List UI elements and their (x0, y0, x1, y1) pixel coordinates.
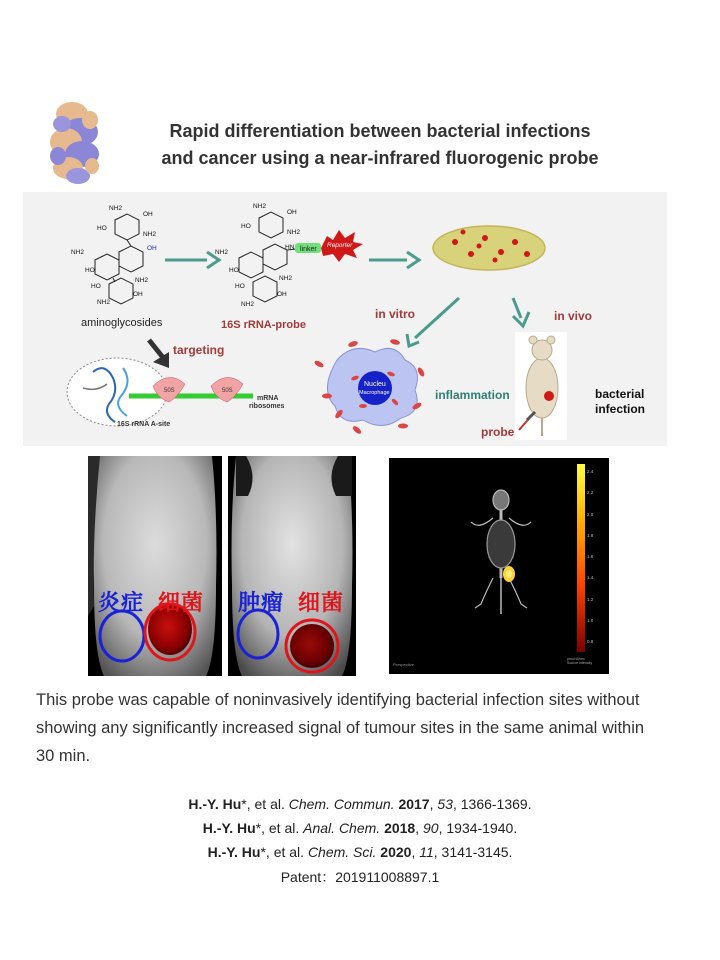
bacterium (433, 226, 545, 270)
color-scale-tick: 0.8 (587, 639, 594, 644)
macrophage-label: Macrophage (359, 390, 390, 396)
atom-label: OH (147, 245, 157, 252)
atom-label: HO (229, 267, 239, 274)
reference-pages: , 3141-3145. (433, 844, 513, 860)
atom-label: NH2 (143, 231, 157, 238)
atom-label: NH2 (287, 229, 301, 236)
reference-volume: 53 (437, 796, 453, 812)
teal-arrow (165, 252, 219, 268)
atom-label: HO (97, 225, 107, 232)
reference-etal: *, et al. (255, 820, 304, 836)
summary-paragraph: This probe was capable of noninvasively identifying bacterial infection sites without showing any significantly increased signal of tumour sites in the same animal within 30 min. (36, 691, 645, 765)
probe-name-label: 16S rRNA-probe (221, 319, 306, 331)
reference-etal: *, et al. (260, 844, 308, 860)
in-vivo-label: in vivo (554, 309, 593, 323)
atom-label: NH2 (97, 299, 111, 306)
reference-etal: *, et al. (241, 796, 289, 812)
linker-label: linker (300, 246, 317, 253)
atom-label: NH2 (135, 277, 149, 284)
targeting-arrow (149, 340, 169, 368)
atom-label: NH2 (109, 205, 123, 212)
reference-line: H.-Y. Hu*, et al. Chem. Commun. 2017, 53, 1366-1369. (188, 796, 532, 812)
tumor-cn-label: 肿瘤 (238, 591, 285, 616)
color-scale-tick: 2.2 (587, 490, 594, 496)
targeting-label: targeting (173, 343, 225, 357)
color-scale-tick: 1.4 (587, 575, 594, 581)
atom-label: NH2 (279, 275, 293, 282)
scheme-panel (23, 192, 667, 446)
probe-label: probe (481, 425, 515, 439)
a-site-label: 16S rRNA A-site (117, 421, 171, 428)
color-scale-tick: 1.2 (587, 596, 594, 602)
reference-pages: , 1934-1940. (438, 820, 518, 836)
ct-3d-fluorescence-image (389, 458, 609, 674)
references (100, 792, 620, 864)
inflammation-label: inflammation (435, 388, 510, 402)
reference-line: H.-Y. Hu*, et al. Anal. Chem. 2018, 90, 1934-1940. (202, 820, 518, 836)
reference-line: H.-Y. Hu*, et al. Chem. Sci. 2020, 11, 3141-3145. (207, 844, 513, 860)
inflammation-cn-label: 炎症 (98, 591, 145, 616)
reference-year: 2020 (380, 844, 412, 860)
atom-label: OH (133, 291, 143, 298)
atom-label: HN (285, 244, 295, 251)
reference-year: 2018 (384, 820, 416, 836)
bacteria-cn-label-2: 细菌 (298, 591, 345, 616)
infection-label: infection (595, 402, 645, 416)
atom-label: NH2 (241, 301, 255, 308)
reference-year: 2017 (398, 796, 430, 812)
ribosomes-label: ribosomes (249, 403, 285, 410)
atom-label: OH (143, 211, 153, 218)
reference-journal: Anal. Chem. (303, 820, 381, 836)
title-line-2: and cancer using a near-infrared fluorogenic probe (161, 148, 599, 168)
color-scale-bar (577, 464, 585, 652)
mrna-label: mRNA (257, 395, 279, 402)
reference-author: H.-Y. Hu (207, 844, 261, 860)
mouse-fluorescence-image-1 (88, 456, 222, 676)
teal-arrow (369, 252, 419, 268)
color-scale-tick: 1.0 (587, 617, 594, 623)
ribosome-50s-label: 50S (222, 388, 233, 394)
skeleton (471, 490, 531, 614)
color-scale-tick: 2.0 (587, 511, 594, 517)
mouse-diagram (515, 332, 567, 440)
reporter-label: Reporter (327, 242, 353, 249)
teal-arrow (513, 298, 529, 326)
colorbar-caption: pmol M/cm² Source Intensity (567, 657, 593, 665)
color-scale-tick: 1.6 (587, 554, 594, 559)
atom-label: NH2 (253, 203, 267, 210)
color-scale-ticks (587, 470, 607, 650)
title-line-1: Rapid differentiation between bacterial infections (169, 121, 591, 141)
nucleus-label: Nucleu (364, 381, 386, 388)
reference-volume: 90 (423, 820, 439, 836)
in-vitro-label: in vitro (375, 307, 416, 321)
color-scale-tick: 2.4 (587, 469, 594, 474)
atom-label: HO (241, 223, 251, 230)
atom-label: HO (85, 267, 95, 274)
reference-pages: , 1366-1369. (452, 796, 532, 812)
mouse-fluorescence-image-2 (228, 456, 356, 676)
atom-label: OH (277, 291, 287, 298)
teal-arrow (407, 298, 459, 346)
protein-structure-logo (44, 96, 106, 188)
ribosome-50s-label: 50S (164, 388, 175, 394)
aminoglycosides-label: aminoglycosides (81, 317, 163, 329)
reference-journal: Chem. Commun. (288, 796, 395, 812)
perspective-label: Perspective (393, 662, 414, 667)
reference-journal: Chem. Sci. (307, 844, 377, 860)
scheme-drawing (23, 192, 667, 446)
atom-label: OH (287, 209, 297, 216)
reference-author: H.-Y. Hu (202, 820, 256, 836)
bacteria-cn-label: 细菌 (158, 591, 205, 616)
reference-author: H.-Y. Hu (188, 796, 242, 812)
patent-number: Patent：201911008897.1 (280, 869, 440, 885)
atom-label: NH2 (71, 249, 85, 256)
color-scale-tick: 1.8 (587, 532, 594, 538)
atom-label: NH2 (215, 249, 229, 256)
atom-label: HO (235, 283, 245, 290)
reference-volume: 11 (419, 844, 434, 860)
bacterial-label: bacterial (595, 387, 645, 401)
atom-label: HO (91, 283, 101, 290)
page-title (120, 118, 640, 172)
